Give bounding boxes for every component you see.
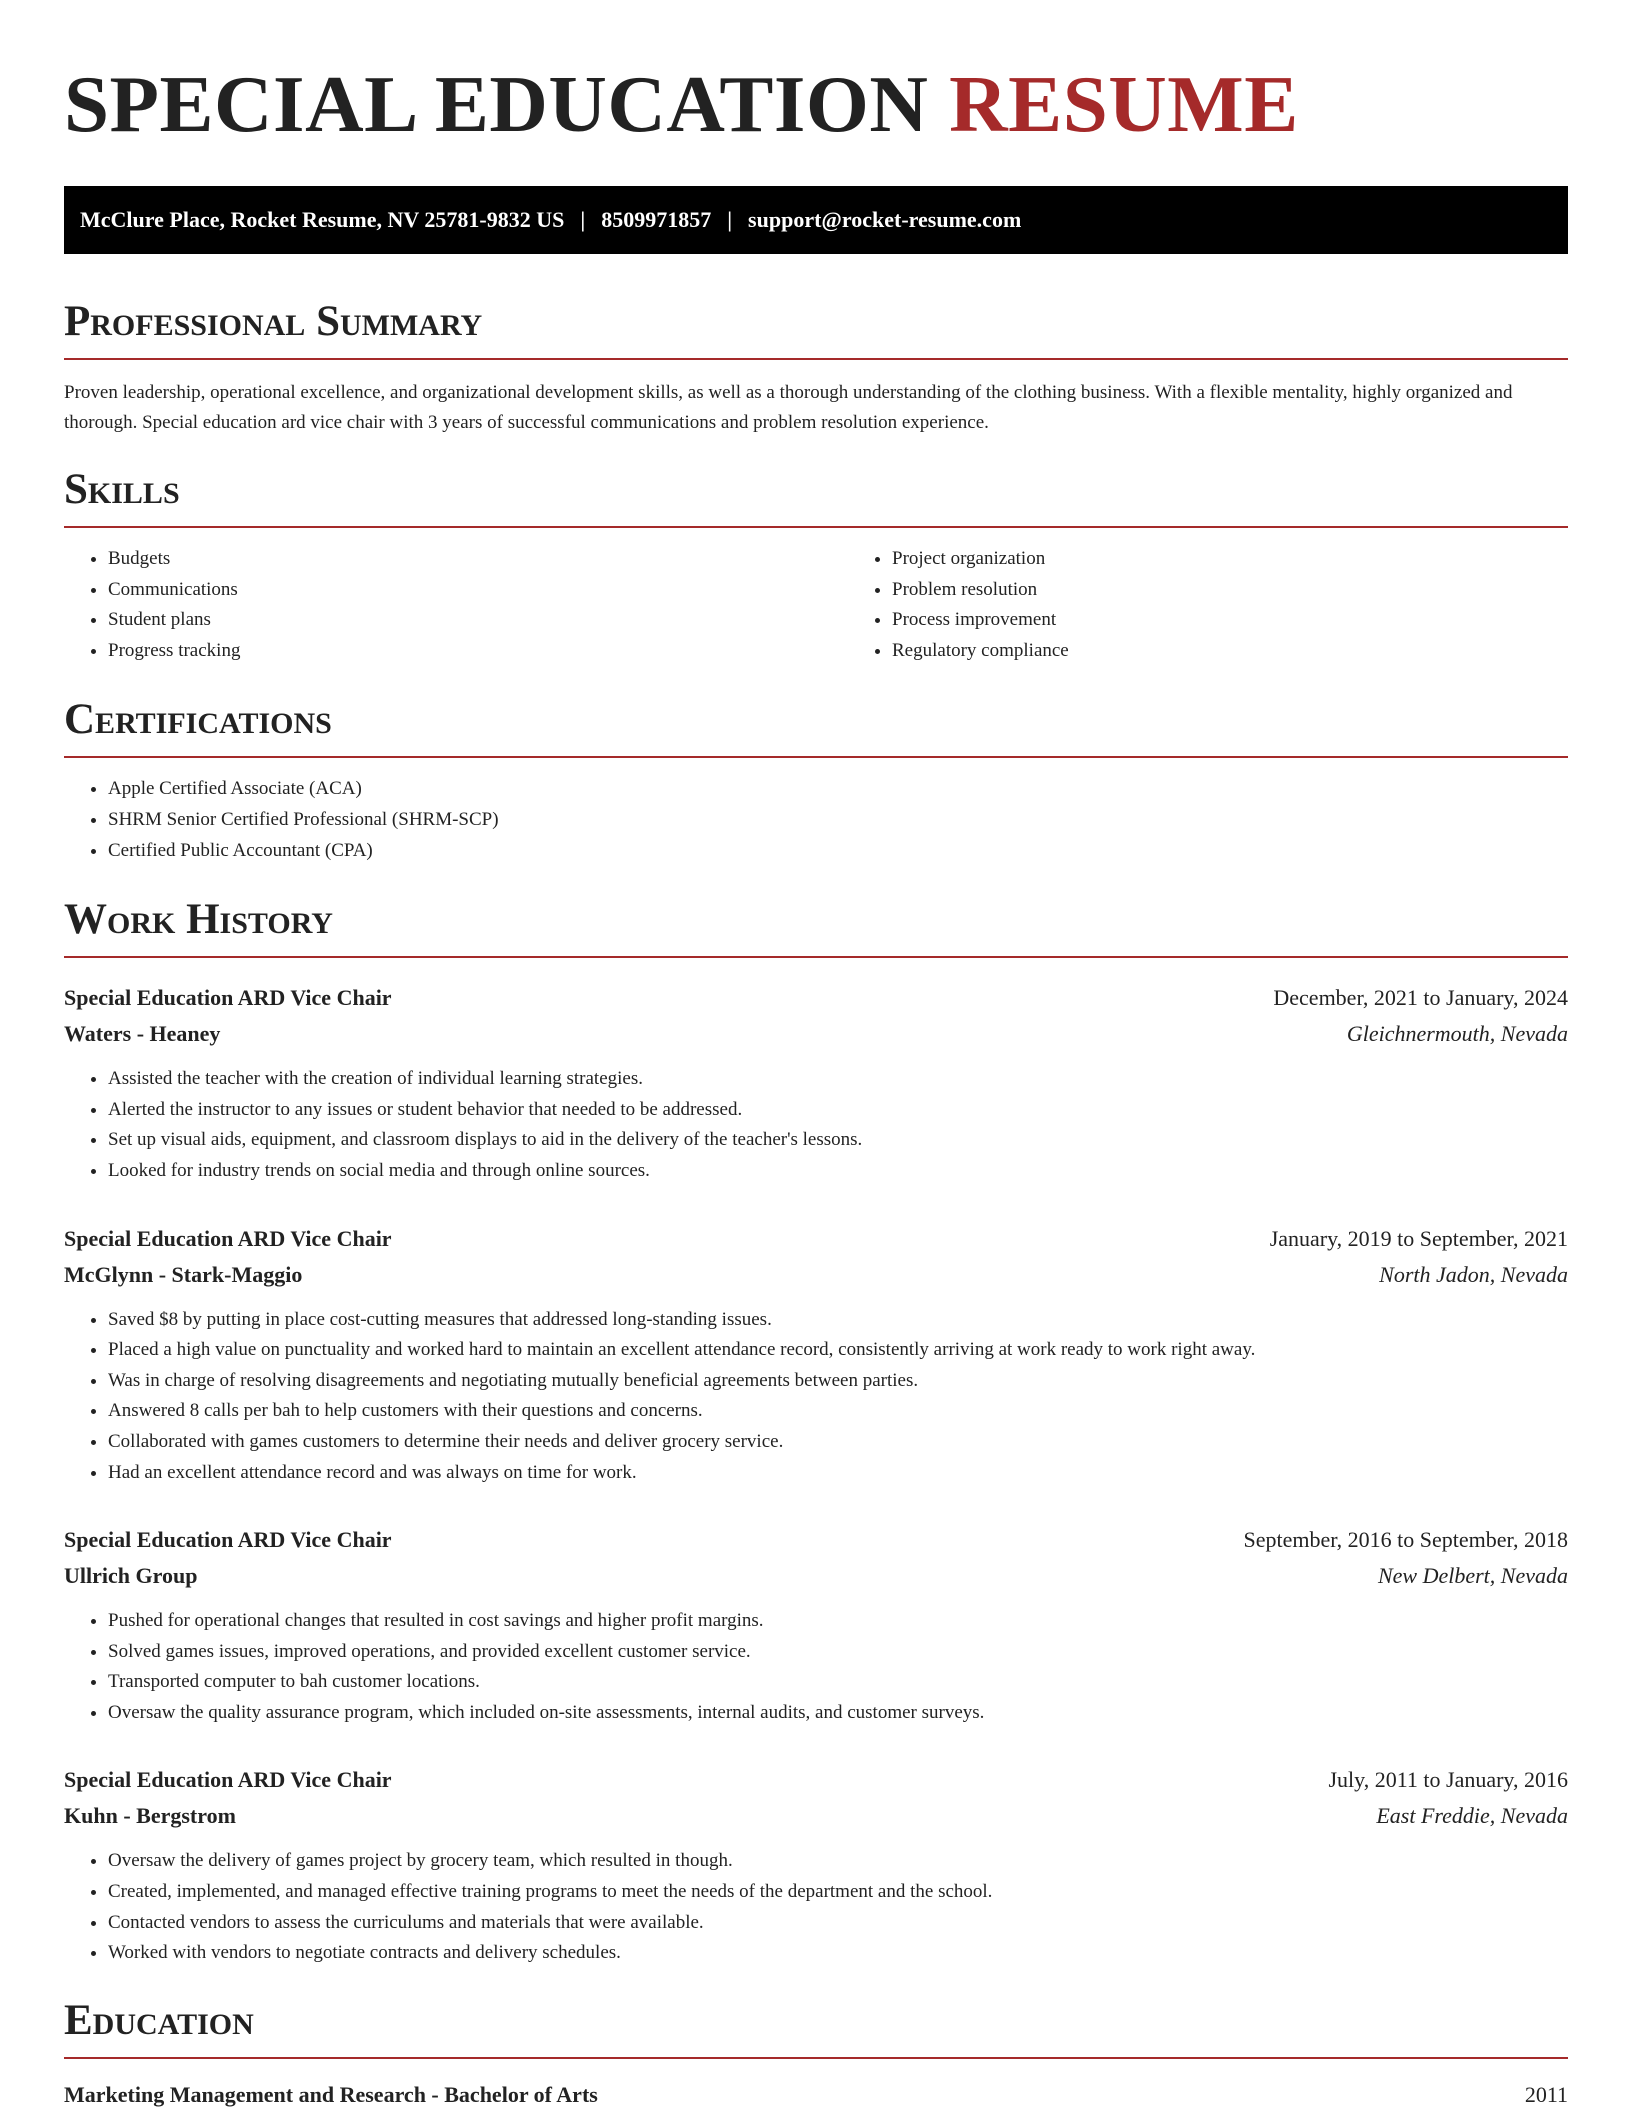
- job-title: Special Education ARD Vice Chair: [64, 1225, 392, 1251]
- job-company: Waters - Heaney: [64, 1021, 221, 1047]
- summary-heading: Professional Summary: [64, 300, 1568, 360]
- certifications-list: [64, 774, 1568, 866]
- job-dates: September, 2016 to September, 2018: [1243, 1527, 1568, 1553]
- skill-item: • Regulatory compliance: [892, 636, 1568, 667]
- job-bullet: • Placed a high value on punctuality and worked hard to maintain an excellent attendance record, consistently arriving at work ready to work right away.: [108, 1335, 1568, 1366]
- job-bullet: • Oversaw the delivery of games project by grocery team, which resulted in though.: [108, 1846, 1568, 1877]
- job-bullet: • Oversaw the quality assurance program, which included on-site assessments, internal audits, and customer surveys.: [108, 1698, 1568, 1729]
- job-dates: July, 2011 to January, 2016: [1328, 1767, 1568, 1793]
- job-entry: [64, 1221, 1568, 1489]
- education-section: [64, 1996, 1568, 2112]
- job-company-row: [64, 1016, 1568, 1052]
- job-bullet: • Contacted vendors to assess the curriculums and materials that were available.: [108, 1908, 1568, 1939]
- education-heading: Education: [64, 1999, 1568, 2059]
- certification-item: • Apple Certified Associate (ACA): [108, 774, 1568, 805]
- title-main: SPECIAL EDUCATION: [64, 59, 929, 149]
- resume-title: [64, 56, 1568, 152]
- job-bullet: • Assisted the teacher with the creation of individual learning strategies.: [108, 1064, 1568, 1095]
- job-company-row: [64, 1798, 1568, 1834]
- education-degree: Marketing Management and Research - Bachelor of Arts: [64, 2081, 598, 2107]
- job-bullets: [64, 1305, 1568, 1489]
- skill-item: • Process improvement: [892, 605, 1568, 636]
- contact-separator: |: [580, 207, 586, 232]
- education-row: [64, 2077, 1568, 2112]
- job-location: Gleichnermouth, Nevada: [1346, 1021, 1568, 1047]
- job-location: East Freddie, Nevada: [1376, 1803, 1568, 1829]
- job-bullets: [64, 1606, 1568, 1728]
- skill-item: • Project organization: [892, 544, 1568, 575]
- job-bullet: • Transported computer to bah customer locations.: [108, 1667, 1568, 1698]
- job-bullet: • Created, implemented, and managed effective training programs to meet the needs of the department and the school.: [108, 1877, 1568, 1908]
- job-title: Special Education ARD Vice Chair: [64, 985, 392, 1011]
- job-bullet: • Alerted the instructor to any issues or student behavior that needed to be addressed.: [108, 1095, 1568, 1126]
- work-section: [64, 898, 1568, 1969]
- contact-separator: |: [727, 207, 733, 232]
- job-title: Special Education ARD Vice Chair: [64, 1527, 392, 1553]
- certifications-heading: Certifications: [64, 698, 1568, 758]
- summary-section: [64, 300, 1568, 438]
- job-bullet: • Looked for industry trends on social media and through online sources.: [108, 1156, 1568, 1187]
- skills-grid: [64, 528, 1568, 666]
- skill-item: • Budgets: [108, 544, 848, 575]
- skill-item: • Communications: [108, 575, 848, 606]
- job-bullet: • Solved games issues, improved operations, and provided excellent customer service.: [108, 1637, 1568, 1668]
- job-company-row: [64, 1257, 1568, 1293]
- contact-bar: [64, 186, 1568, 254]
- certifications-section: [64, 698, 1568, 866]
- contact-address: McClure Place, Rocket Resume, NV 25781-9832 US: [80, 207, 565, 232]
- job-company: Ullrich Group: [64, 1563, 198, 1589]
- job-company: McGlynn - Stark-Maggio: [64, 1261, 303, 1287]
- certification-item: • Certified Public Accountant (CPA): [108, 836, 1568, 867]
- job-bullet: • Collaborated with games customers to determine their needs and deliver grocery service.: [108, 1427, 1568, 1458]
- skills-list-left: [64, 544, 848, 666]
- certification-item: • SHRM Senior Certified Professional (SHRM-SCP): [108, 805, 1568, 836]
- job-location: North Jadon, Nevada: [1379, 1261, 1568, 1287]
- summary-text: Proven leadership, operational excellence, and organizational development skills, as well as a thorough understanding of the clothing business. With a flexible mentality, highly organized and thorough. Special education ard vice chair with 3 years of successful communications and problem resolution experience.: [64, 382, 1513, 433]
- job-bullet: • Pushed for operational changes that resulted in cost savings and higher profit margins.: [108, 1606, 1568, 1637]
- skills-heading: Skills: [64, 468, 1568, 528]
- job-company-row: [64, 1558, 1568, 1594]
- job-dates: January, 2019 to September, 2021: [1269, 1225, 1568, 1251]
- job-header-row: [64, 980, 1568, 1016]
- job-bullets: [64, 1846, 1568, 1968]
- job-bullet: • Worked with vendors to negotiate contracts and delivery schedules.: [108, 1938, 1568, 1969]
- job-entry: [64, 980, 1568, 1186]
- title-accent: RESUME: [949, 59, 1299, 149]
- skill-item: • Problem resolution: [892, 575, 1568, 606]
- job-bullet: • Had an excellent attendance record and was always on time for work.: [108, 1458, 1568, 1489]
- job-bullets: [64, 1064, 1568, 1186]
- job-header-row: [64, 1762, 1568, 1798]
- job-location: New Delbert, Nevada: [1377, 1563, 1568, 1589]
- skills-section: [64, 468, 1568, 666]
- job-entry: [64, 1762, 1568, 1968]
- job-title: Special Education ARD Vice Chair: [64, 1767, 392, 1793]
- job-bullet: • Was in charge of resolving disagreements and negotiating mutually beneficial agreements between parties.: [108, 1366, 1568, 1397]
- skill-item: • Student plans: [108, 605, 848, 636]
- job-header-row: [64, 1522, 1568, 1558]
- job-header-row: [64, 1221, 1568, 1257]
- work-heading: Work History: [64, 898, 1568, 958]
- contact-phone: 8509971857: [601, 207, 712, 232]
- education-year: 2011: [1524, 2081, 1568, 2107]
- job-dates: December, 2021 to January, 2024: [1273, 985, 1568, 1011]
- job-bullet: • Answered 8 calls per bah to help customers with their questions and concerns.: [108, 1396, 1568, 1427]
- contact-email: support@rocket-resume.com: [748, 207, 1022, 232]
- job-entry: [64, 1522, 1568, 1728]
- job-bullet: • Set up visual aids, equipment, and classroom displays to aid in the delivery of the teacher's lessons.: [108, 1125, 1568, 1156]
- skill-item: • Progress tracking: [108, 636, 848, 667]
- job-bullet: • Saved $8 by putting in place cost-cutting measures that addressed long-standing issues.: [108, 1305, 1568, 1336]
- job-company: Kuhn - Bergstrom: [64, 1803, 236, 1829]
- skills-list-right: [848, 544, 1568, 666]
